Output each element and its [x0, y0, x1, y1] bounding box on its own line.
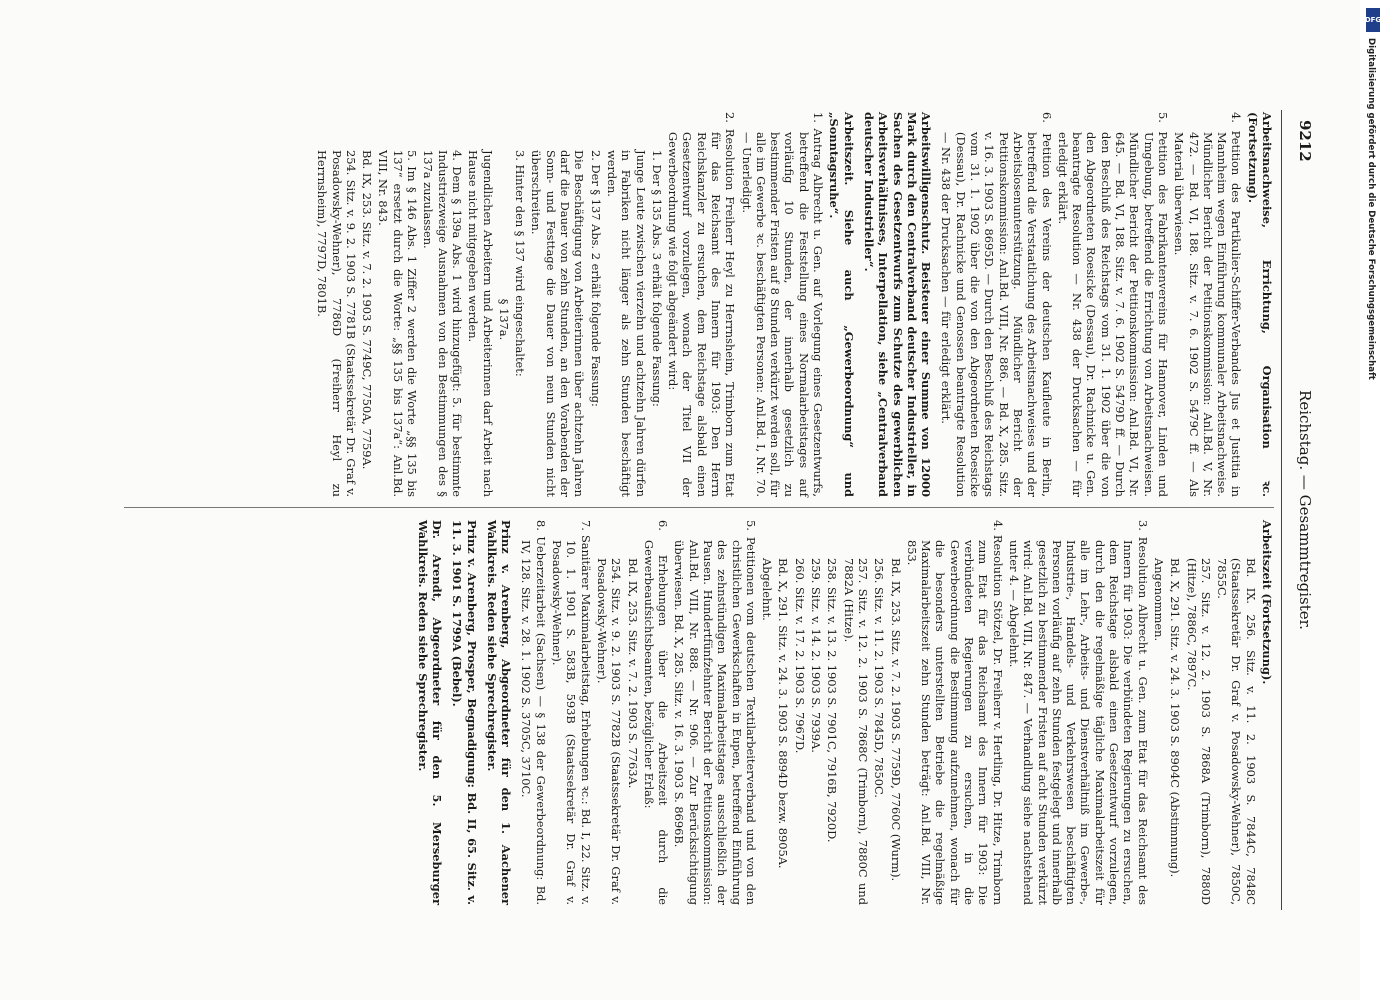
left-column — [313, 112, 1274, 497]
index-entry-text: 259. Sitz. v. 14. 2. 1903 S. 7939A. — [809, 558, 824, 753]
index-entry-text: Angenommen. — [1151, 558, 1166, 642]
running-header — [1290, 120, 1320, 900]
index-entry-text: 4. Petition des Partikulier-Schiffer-Verbandes Jus et Justitia in Mannheim wegen Einführung kommunaler Arbeitsnachweise. Mündlicher Bericht der Petitionskommission: Anl.Bd. V, Nr. 472. — Bd. VI, 188. Sitz. v. 7. 6. 1902 S. 5479C ff. — Als Material überwiesen. — [1172, 112, 1244, 497]
index-entry-text: 258. Sitz. v. 13. 2. 1903 S. 7901C, 7916B, 7920D. — [825, 558, 840, 843]
index-entry-heading: Arbeitswilligenschutz. Beisteuer einer Summe von 12000 Mark durch den Centralverband deutscher Industrieller, in Sachen des Gesetzentwurfs zum Schutze des gewerblichen Arbeitsverhältnisses, Interpellation, siehe „Centralverband deutscher Industrieller“. — [861, 112, 934, 497]
index-entry-text: Die Beschäftigung von Arbeiterinnen über achtzehn Jahren darf die Dauer von zehn Stunden, an den Vorabenden der Sonn- und Festtage die Dauer von neun Stunden nicht überschreiten. — [529, 150, 587, 497]
index-entry-text: 254. Sitz. v. 9. 2. 1903 S. 7782B (Staatssekretär Dr. Graf v. Posadowsky-Wehner). — [594, 558, 624, 905]
index-entry-heading: Prinz v. Arenberg, Abgeordneter für den 1. Aachener Wahlkreis. Reden siehe Sprechregister. — [484, 520, 514, 905]
index-entry-heading: Prinz v. Arenberg, Prosper, Begnadigung: Bd. II, 65. Sitz. v. 11. 3. 1901 S. 1799A (Bebel). — [450, 520, 479, 905]
index-entry-text: Bd. IX. 256. Sitz. v. 11. 2. 1903 S. 7844C, 7848C (Staatssekretär Dr. Graf v. Posadowsky-Wehner), 7850C, 7855C. — [1215, 558, 1258, 905]
index-entry-text: 2. Resolution Freiherr Heyl zu Herrnsheim, Trimborn zum Etat für das Reichsamt des Innern für 1903: Den Herrn Reichskanzler zu ersuchen, dem Reichstage alsbald einen Gesetzentwurf vorzulegen, wonach der Titel VII der Gewerbeordnung wie folgt abgeändert wird: — [666, 112, 738, 497]
index-entry-heading: Dr. Arendt, Abgeordneter für den 5. Merseburger Wahlkreis. Reden siehe Sprechregister. — [415, 520, 444, 905]
index-entry-text: 2. Der § 137 Abs. 2 erhält folgende Fassung: — [588, 150, 603, 407]
index-entry-text: 7. Sanitärer Maximalarbeitstag, Erhebungen ꝛc.: Bd. I, 22. Sitz. v. 10. 1. 1901 S. 583B, 593B (Staatssekretär Dr. Graf v. Posadowsky-Wehner). — [550, 520, 593, 905]
header-rule — [1281, 110, 1282, 910]
dfg-logo: DFG — [1366, 8, 1380, 32]
index-entry-text: 8. Ueberzeitarbeit (Sachsen) — § 138 der Gewerbeordnung: Bd. IV, 128. Sitz. v. 28. 1. 1902 S. 3705C, 3710C. — [519, 520, 548, 905]
index-entry-text: 256. Sitz. v. 11. 2. 1903 S. 7845D, 7850C. — [872, 558, 887, 798]
dfg-credit-text: Digitalisierung gefördert durch die Deutsche Forschungsgemeinschaft — [1366, 38, 1376, 380]
index-entry-text: 6. Erhebungen über die Arbeitszeit durch die Gewerbeaufsichtsbeamten, bezüglicher Erlaß: — [641, 520, 671, 905]
index-entry-text: 1. Der § 135 Abs. 3 erhält folgende Fassung: — [649, 150, 664, 407]
index-entry-text: 5. Petition des Fabrikantenvereins für Hannover, Linden und Umgebung, betreffend die Errichtung von Arbeitsnachweisen. Mündlicher Bericht der Petitionskommission: Anl.Bd. VI, Nr. 645. — Bd. VI, 188. Sitz. v. 7. 6. 1902 S. 5479D ff. — Durch den Beschluß des Reichstags vom 31. 1. 1902 über die von den Abgeordneten Roesicke (Dessau), Dr. Rachnicke u. Gen. beantragte Resolution — Nr. 438 der Drucksachen — für erledigt erklärt. — [1055, 112, 1170, 497]
index-entry-text: 254. Sitz. v. 9. 2. 1903 S. 7781B (Staatssekretär Dr. Graf v. Posadowsky-Wehner), 7786D (Freiherr Heyl zu Herrnsheim), 7797D, 7801B. — [315, 150, 358, 497]
index-entry-text: Junge Leute zwischen vierzehn und achtzehn Jahren dürfen in Fabriken nicht länger als zehn Stunden beschäftigt werden. — [604, 150, 648, 497]
index-entry-text: 4. Resolution Stötzel, Dr. Freiherr v. Hertling, Dr. Hitze, Trimborn zum Etat für das Reichsamt des Innern für 1903: Die verbündeten Regierungen zu ersuchen, in die Gewerbeordnung die Bestimmung aufzunehmen, wonach für die besonders unterstellten Betriebe die regelmäßige Maximalarbeitszeit zehn Stunden beträgt: Anl.Bd. VIII, Nr. 853. — [904, 520, 1005, 905]
index-entry-text: Bd. X, 291. Sitz. v. 24. 3. 1903 S. 8894D bezw. 8905A. — [776, 558, 791, 869]
page-title: Reichstag. — Gesammtregister. — [1296, 390, 1314, 630]
index-entry-heading: Arbeitszeit. Siehe auch „Gewerbeordnung“ und „Sonntagsruhe“. — [827, 112, 856, 497]
index-entry-text: Jugendlichen Arbeitern und Arbeiterinnen darf Arbeit nach Hause nicht mitgegeben werden. — [466, 150, 495, 497]
index-entry-text: 257. Sitz. v. 12. 2. 1903 S. 7868C (Trimborn), 7880C und 7882A (Hitze). — [841, 558, 870, 905]
index-entry-text: 3. Resolution Albrecht u. Gen. zum Etat für das Reichsamt des Innern für 1903: Die verbündeten Regierungen zu ersuchen, dem Reichstage alsbald einen Gesetzentwurf vorzulegen, durch den die regelmäßige tägliche Maximalarbeitszeit für alle im Lehr-, Arbeits- und Dienstverhältniß im Gewerbe-, Industrie-, Handels- und Verkehrswesen beschäftigten Personen vorläufig auf zehn Stunden festgelegt und innerhalb gesetzlich zu bestimmender Fristen auf acht Stunden verkürzt wird: Anl.Bd. VIII, Nr. 847. — Verhandlung siehe nachstehend unter 4. — Abgelehnt. — [1006, 520, 1150, 905]
index-entry-text: 260. Sitz. v. 17. 2. 1903 S. 7967D. — [792, 558, 807, 754]
page-number: 9212 — [1296, 120, 1314, 162]
right-column — [413, 520, 1274, 905]
column-divider — [124, 507, 1274, 508]
index-entry-text: 3. Hinter den § 137 wird eingeschaltet: — [513, 150, 528, 377]
index-entry-text: 257. Sitz. v. 12. 2. 1903 S. 7868A (Trimborn), 7880D (Hitze), 7886C, 7897C. — [1184, 558, 1213, 905]
index-entry-heading: Arbeitszeit (Fortsetzung). — [1260, 520, 1274, 685]
index-entry-text: Abgelehnt. — [760, 558, 775, 621]
index-entry-text: Bd. X, 291. Sitz. v. 24. 3. 1903 S. 8904C (Abstimmung). — [1168, 558, 1183, 878]
index-entry-text: 4. Dem § 139a Abs. 1 wird hinzugefügt: 5. für bestimmte Industriezweige Ausnahmen von den Bestimmungen des § 137a zuzulassen. — [421, 150, 464, 497]
index-entry-text: 6. Petition des Vereins der deutschen Kaufleute in Berlin, betreffend die Verstaatlichung des Arbeitsnachweises und der Arbeitslosenunterstützung. Mündlicher Bericht der Petitionskommission: Anl.Bd. VIII, Nr. 886. — Bd. X, 285. Sitz. v. 16. 3. 1903 S. 8695D. — Durch den Beschluß des Reichstags vom 31. 1. 1902 über die von den Abgeordneten Roesicke (Dessau), Dr. Rachnicke und Genossen beantragte Resolution — Nr. 438 der Drucksachen — für erledigt erklärt. — [939, 112, 1054, 497]
index-entry-heading: Arbeitsnachweise, Errichtung, Organisation ꝛc. (Fortsetzung). — [1245, 112, 1274, 497]
index-entry-text: 5. Petitionen vom deutschen Textilarbeiterverband und von den christlichen Gewerkschaften in Eupen, betreffend Einführung des zehnstündigen Maximalarbeitstages ausschließlich der Pausen. Hundertfünfzehnter Bericht der Petitionskommission: Anl.Bd. VIII, Nr. 888. — Nr. 906. — Zur Berücksichtigung überwiesen. Bd. X, 285. Sitz. v. 16. 3. 1903 S. 8696B. — [672, 520, 758, 905]
index-entry-text: Bd. IX, 253. Sitz. v. 7. 2. 1903 S. 7749C, 7750A, 7759A. — [360, 150, 375, 470]
dfg-sidebar — [1366, 8, 1380, 988]
index-entry-text: Bd. IX, 253. Sitz. v. 7. 2. 1903 S. 7759D, 7760C (Wurm). — [888, 558, 903, 882]
index-entry-text: Bd. IX, 253. Sitz. v. 7. 2. 1903 S. 7763A. — [625, 558, 640, 789]
index-entry-text: 5. Im § 146 Abs. 1 Ziffer 2 werden die Worte „§§ 135 bis 137“ ersetzt durch die Worte: „§§ 135 bis 137a“: Anl.Bd. VIII, Nr. 843. — [376, 150, 420, 497]
index-entry-text: § 137a. — [496, 298, 511, 341]
index-entry-text: 1. Antrag Albrecht u. Gen. auf Vorlegung eines Gesetzentwurfs, betreffend die Feststellung eines Normalarbeitstages auf vorläufig 10 Stunden, der innerhalb gesetzlich zu bestimmender Fristen auf 8 Stunden verkürzt werden soll, für alle im Gewerbe ꝛc. beschäftigten Personen: Anl.Bd. I, Nr. 70. — Unerledigt. — [739, 112, 826, 497]
